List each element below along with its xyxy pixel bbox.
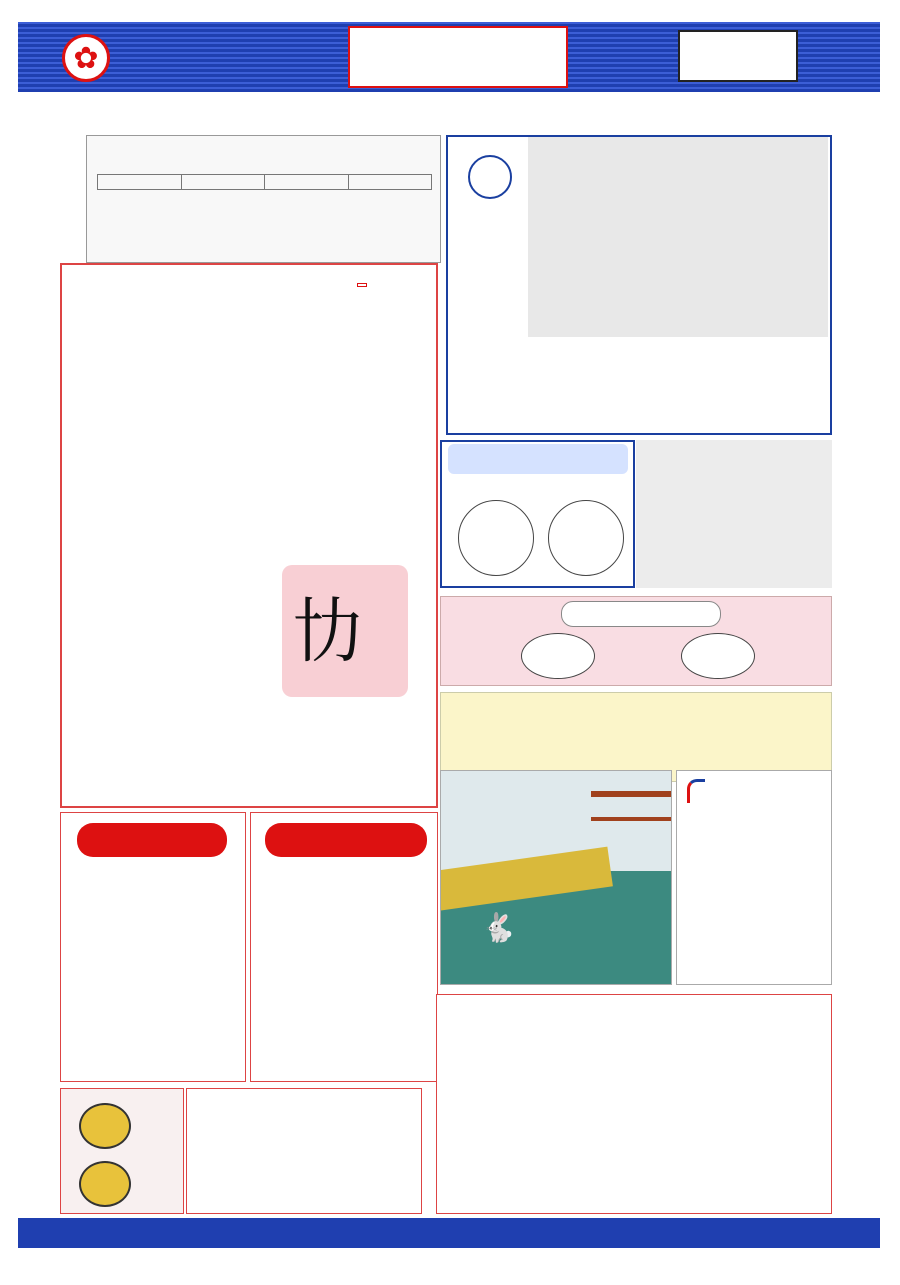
hk-emblem-icon xyxy=(62,34,110,82)
table-header xyxy=(181,175,265,190)
table-header xyxy=(98,175,182,190)
special-odd-even xyxy=(548,500,624,576)
blurred-area xyxy=(636,440,832,588)
confidential-tag xyxy=(357,283,367,287)
zodiac-poem-panel xyxy=(250,812,438,1082)
fence-icon xyxy=(591,791,672,821)
hook-icon xyxy=(687,779,705,803)
brand-logo-icon xyxy=(468,155,512,199)
secret-picture xyxy=(282,565,408,697)
marksix-border-top xyxy=(26,98,874,124)
lucky-zodiac-panel xyxy=(440,596,832,686)
almanac-panel xyxy=(436,994,832,1214)
special-title xyxy=(448,444,628,474)
table-header xyxy=(265,175,349,190)
rabbit-icon xyxy=(521,633,595,679)
footer-note xyxy=(18,1218,880,1248)
blurred-area xyxy=(528,137,828,337)
special-prediction-panel xyxy=(60,812,246,1082)
issue-number xyxy=(678,30,798,82)
zodiac-poem-title xyxy=(265,823,427,857)
handwritten-glyph-icon: 㔹 xyxy=(292,590,362,672)
title-box xyxy=(348,26,568,88)
lucky-numbers-panel xyxy=(440,692,832,782)
lottery-balls-icon xyxy=(462,315,582,425)
rabbit-illustration xyxy=(440,770,672,985)
prediction-title xyxy=(77,823,227,857)
marksix-border-left xyxy=(26,124,52,1214)
draw-count-panel xyxy=(60,1088,184,1214)
rabbit-icon: 🐇 xyxy=(481,911,516,944)
pig-icon xyxy=(681,633,755,679)
number-ball xyxy=(79,1161,131,1207)
special-size xyxy=(458,500,534,576)
marksix-border-right xyxy=(848,124,874,1214)
one-word-riddle-panel xyxy=(676,770,832,985)
table-header xyxy=(348,175,432,190)
hot-cold-table-panel xyxy=(86,135,441,263)
lucky-zodiac-title xyxy=(561,601,721,627)
hot-cold-table xyxy=(97,174,432,190)
winning-tips-panel xyxy=(186,1088,422,1214)
number-ball xyxy=(79,1103,131,1149)
header-banner xyxy=(18,22,880,92)
brand-banner xyxy=(446,135,832,435)
meeting-record-panel xyxy=(60,263,438,808)
special-code-panel xyxy=(440,440,635,588)
